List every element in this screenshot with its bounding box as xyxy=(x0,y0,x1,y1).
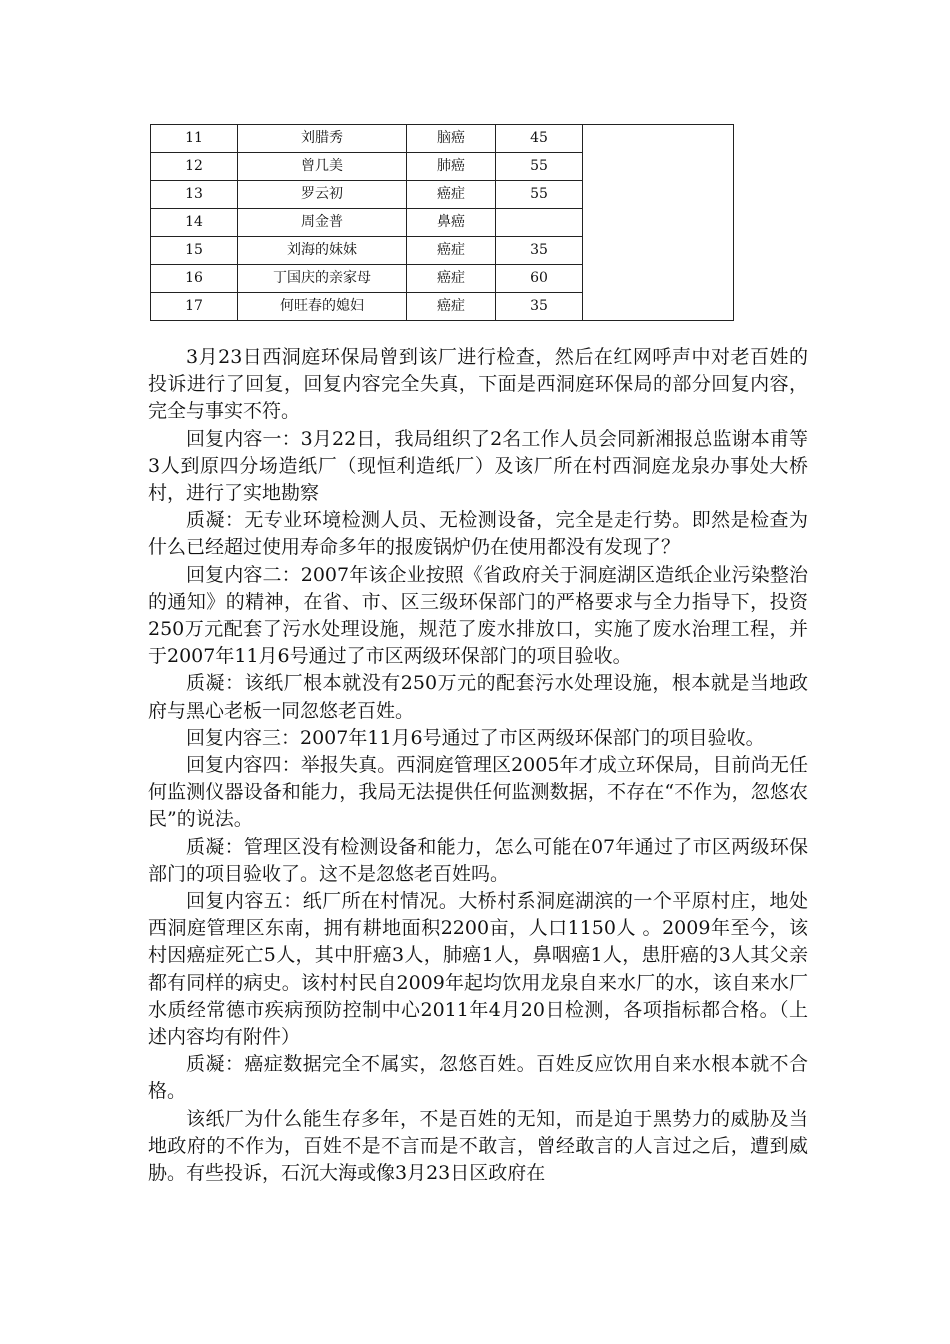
paragraph-reply-5: 回复内容五：纸厂所在村情况。大桥村系洞庭湖滨的一个平原村庄，地处西洞庭管理区东南，拥有耕地面积2200亩，人口1150人 。2009年至今，该村因癌症死亡5人，其中肝癌3人，肺癌1人，鼻咽癌1人，患肝癌的3人其父亲都有同样的病史。该村村民自2009年起均饮用龙泉自来水厂的水，该自来水厂水质经常德市疾病预防控制中心2011年4月20日检测，各项指标都合格。（上述内容均有附件） xyxy=(148,890,808,1049)
cancer-type-cell: 鼻癌 xyxy=(407,209,496,237)
name-cell: 刘海的妹妹 xyxy=(238,237,407,265)
cancer-type-cell: 癌症 xyxy=(407,293,496,321)
name-cell: 何旺春的媳妇 xyxy=(238,293,407,321)
paragraph-reply-2: 回复内容二：2007年该企业按照《省政府关于洞庭湖区造纸企业污染整治的通知》的精神，在省、市、区三级环保部门的严格要求与全力指导下，投资250万元配套了污水处理设施，规范了废水排放口，实施了废水治理工程，并于2007年11月6号通过了市区两级环保部门的项目验收。 xyxy=(148,563,808,668)
age-cell: 55 xyxy=(496,181,583,209)
row-number-cell: 13 xyxy=(151,181,238,209)
paragraph-intro: 3月23日西洞庭环保局曾到该厂进行检查，然后在红网呼声中对老百姓的投诉进行了回复，回复内容完全失真，下面是西洞庭环保局的部分回复内容，完全与事实不符。 xyxy=(148,346,808,423)
name-cell: 罗云初 xyxy=(238,181,407,209)
paragraph-query-5: 质凝：癌症数据完全不属实，忽悠百姓。百姓反应饮用自来水根本就不合格。 xyxy=(148,1053,808,1103)
row-number-cell: 11 xyxy=(151,125,238,153)
age-cell: 60 xyxy=(496,265,583,293)
name-cell: 周金普 xyxy=(238,209,407,237)
cancer-type-cell: 脑癌 xyxy=(407,125,496,153)
paragraph-query-2: 质凝：该纸厂根本就没有250万元的配套污水处理设施，根本就是当地政府与黑心老板一同忽悠老百姓。 xyxy=(148,672,808,722)
article-body xyxy=(148,344,808,1187)
age-cell: 55 xyxy=(496,153,583,181)
paragraph-closing: 该纸厂为什么能生存多年，不是百姓的无知，而是迫于黑势力的威胁及当地政府的不作为，百姓不是不言而是不敢言，曾经敢言的人言过之后，遭到威胁。有些投诉，石沉大海或像3月23日区政府在 xyxy=(148,1107,808,1185)
name-cell: 曾几美 xyxy=(238,153,407,181)
row-number-cell: 14 xyxy=(151,209,238,237)
row-number-cell: 17 xyxy=(151,293,238,321)
empty-cell xyxy=(583,125,734,321)
paragraph-query-4: 质凝：管理区没有检测设备和能力，怎么可能在07年通过了市区两级环保部门的项目验收了。这不是忽悠老百姓吗。 xyxy=(148,835,808,885)
age-cell: 35 xyxy=(496,237,583,265)
paragraph-reply-4: 回复内容四：举报失真。西洞庭管理区2005年才成立环保局，目前尚无任何监测仪器设备和能力，我局无法提供任何监测数据，不存在“不作为，忽悠农民”的说法。 xyxy=(148,754,808,831)
table-row xyxy=(151,125,734,153)
age-cell: 45 xyxy=(496,125,583,153)
row-number-cell: 16 xyxy=(151,265,238,293)
cancer-type-cell: 癌症 xyxy=(407,265,496,293)
paragraph-query-1: 质凝：无专业环境检测人员、无检测设备，完全是走行势。即然是检查为什么已经超过使用寿命多年的报废锅炉仍在使用都没有发现了？ xyxy=(148,509,808,559)
cancer-type-cell: 癌症 xyxy=(407,181,496,209)
name-cell: 丁国庆的亲家母 xyxy=(238,265,407,293)
cancer-type-cell: 肺癌 xyxy=(407,153,496,181)
age-cell xyxy=(496,209,583,237)
row-number-cell: 15 xyxy=(151,237,238,265)
name-cell: 刘腊秀 xyxy=(238,125,407,153)
age-cell: 35 xyxy=(496,293,583,321)
row-number-cell: 12 xyxy=(151,153,238,181)
paragraph-reply-1: 回复内容一：3月22日，我局组织了2名工作人员会同新湘报总监谢本甫等3人到原四分场造纸厂（现恒利造纸厂）及该厂所在村西洞庭龙泉办事处大桥村，进行了实地勘察 xyxy=(148,427,808,505)
paragraph-reply-3: 回复内容三：2007年11月6号通过了市区两级环保部门的项目验收。 xyxy=(186,726,765,749)
cancer-cases-table xyxy=(150,124,734,321)
cancer-type-cell: 癌症 xyxy=(407,237,496,265)
